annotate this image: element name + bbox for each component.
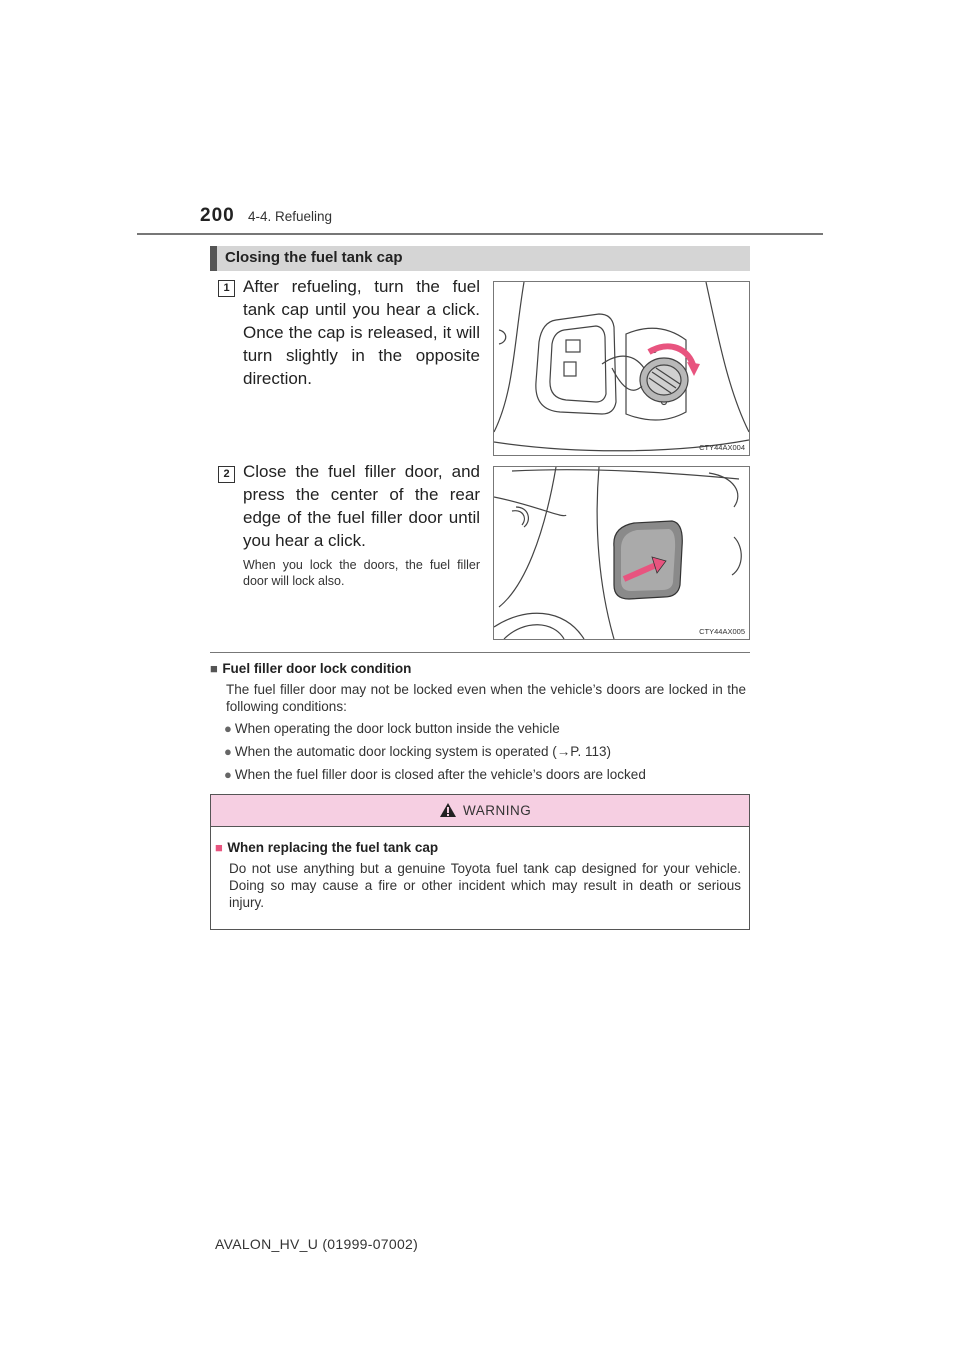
list-item: ● When the automatic door locking system is operated (→P. 113): [224, 744, 612, 759]
figure-code: CTY44AX005: [699, 627, 745, 636]
warning-header: [211, 795, 749, 827]
list-item: ● When operating the door lock button inside the vehicle: [224, 721, 560, 736]
round-bullet-icon: ●: [224, 721, 232, 736]
round-bullet-icon: ●: [224, 744, 232, 759]
figure-code: CTY44AX004: [699, 443, 745, 452]
warning-subheading: [215, 839, 438, 857]
square-bullet-icon: ■: [215, 840, 223, 855]
warning-triangle-icon: [439, 802, 457, 818]
info-title: Fuel filler door lock condition: [222, 661, 412, 676]
warning-box: [210, 794, 750, 930]
page-number: 200: [200, 205, 235, 226]
info-intro: The fuel filler door may not be locked even when the vehicle’s doors are locked in the following conditions:: [226, 682, 746, 714]
step-1-text: After refueling, turn the fuel tank cap until you hear a click. Once the cap is released, it will turn slightly in the opposite direction.: [243, 277, 480, 388]
round-bullet-icon: ●: [224, 767, 232, 782]
step-1-number: 1: [218, 280, 235, 297]
heading-bar: [210, 246, 750, 271]
header-rule: [137, 233, 823, 235]
footer-code: AVALON_HV_U (01999-07002): [215, 1236, 419, 1252]
step-2-text: Close the fuel filler door, and press the center of the rear edge of the fuel filler door until you hear a click.: [243, 462, 480, 550]
list-item: ● When the fuel filler door is closed after the vehicle’s doors are locked: [224, 767, 646, 782]
section-divider: [210, 652, 750, 653]
square-bullet-icon: ■: [210, 661, 218, 676]
step-2-note: When you lock the doors, the fuel filler door will lock also.: [243, 558, 480, 588]
fuel-cap-illustration: [493, 281, 750, 456]
step-2-number: 2: [218, 466, 235, 483]
fuel-door-illustration: [493, 466, 750, 640]
section-title: 4-4. Refueling: [248, 209, 333, 224]
info-heading: [210, 660, 411, 678]
warning-text: Do not use anything but a genuine Toyota fuel tank cap designed for your vehicle. Doing so may cause a fire or other incident which may result in death or serious injury.: [229, 861, 741, 910]
heading-title: Closing the fuel tank cap: [225, 249, 403, 266]
warning-title: When replacing the fuel tank cap: [227, 840, 439, 855]
warning-label: WARNING: [463, 803, 532, 818]
